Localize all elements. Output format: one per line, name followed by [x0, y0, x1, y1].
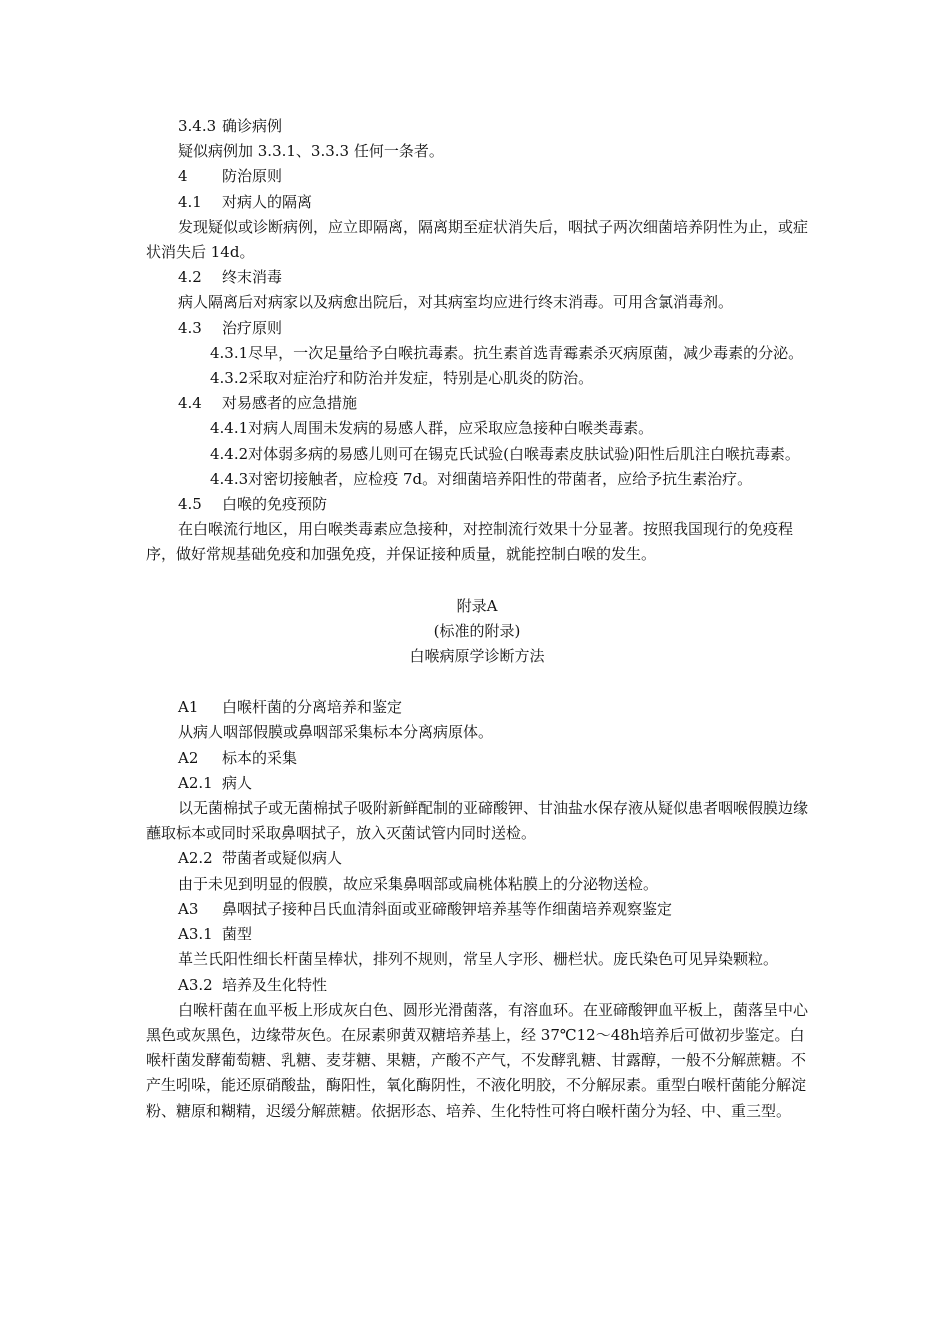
paragraph: 从病人咽部假膜或鼻咽部采集标本分离病原体。: [178, 723, 494, 742]
section-heading: A3 鼻咽拭子接种吕氏血清斜面或亚碲酸钾培养基等作细菌培养观察鉴定: [178, 899, 673, 918]
section-heading: A2 标本的采集: [178, 748, 298, 767]
paragraph: 以无菌棉拭子或无菌棉拭子吸附新鲜配制的亚碲酸钾、甘油盐水保存液从疑似患者咽喉假膜边缘蘸取标本或同时采取鼻咽拭子，放入灭菌试管内同时送检。: [146, 799, 809, 843]
numbered-clause: 4.4.2对体弱多病的易感儿则可在锡克氏试验(白喉毒素皮肤试验)阳性后肌注白喉抗毒素。: [210, 444, 800, 463]
paragraph: 疑似病例加 3.3.1、3.3.3 任何一条者。: [178, 142, 444, 161]
section-heading: A3.2 培养及生化特性: [178, 975, 328, 994]
paragraph: 病人隔离后对病家以及病愈出院后，对其病室均应进行终末消毒。可用含氯消毒剂。: [178, 293, 734, 312]
appendix-title: 白喉病原学诊断方法: [409, 647, 545, 666]
section-heading: A3.1 菌型: [178, 925, 253, 944]
numbered-clause: 4.4.3对密切接触者，应检疫 7d。对细菌培养阳性的带菌者，应给予抗生素治疗。: [210, 469, 753, 488]
section-heading: 4.4 对易感者的应急措施: [178, 394, 358, 413]
section-heading: 4.2 终末消毒: [178, 268, 283, 287]
paragraph: 在白喉流行地区，用白喉类毒素应急接种，对控制流行效果十分显著。按照我国现行的免疫程序，做好常规基础免疫和加强免疫，并保证接种质量，就能控制白喉的发生。: [146, 520, 794, 564]
section-heading: A1 白喉杆菌的分离培养和鉴定: [178, 698, 403, 717]
paragraph: 革兰氏阳性细长杆菌呈棒状，排列不规则，常呈人字形、栅栏状。庞氏染色可见异染颗粒。: [178, 950, 779, 969]
section-heading: 4.1 对病人的隔离: [178, 192, 313, 211]
numbered-clause: 4.3.2采取对症治疗和防治并发症，特别是心肌炎的防治。: [210, 369, 594, 388]
paragraph: 由于未见到明显的假膜，故应采集鼻咽部或扁桃体粘膜上的分泌物送检。: [178, 874, 659, 893]
paragraph: 白喉杆菌在血平板上形成灰白色、圆形光滑菌落，有溶血环。在亚碲酸钾血平板上，菌落呈中心黑色或灰黑色，边缘带灰色。在尿素卵黄双糖培养基上，经 37℃12～48h培养后可做初步鉴定。白喉杆菌发酵葡萄糖、乳糖、麦芽糖、果糖，产酸不产气，不发酵乳糖、甘露醇，一般不分解蔗糖。不产生吲哚，能还原硝酸盐，酶阳性，氧化酶阴性，不液化明胶，不分解尿素。重型白喉杆菌能分解淀粉、糖原和糊精，迟缓分解蔗糖。依据形态、培养、生化特性可将白喉杆菌分为轻、中、重三型。: [146, 1000, 809, 1120]
document-body: [146, 114, 808, 1124]
paragraph: 发现疑似或诊断病例，应立即隔离，隔离期至症状消失后，咽拭子两次细菌培养阴性为止，或症状消失后 14d。: [146, 217, 809, 262]
section-heading: 4.5 白喉的免疫预防: [178, 495, 328, 514]
section-heading: A2.2 带菌者或疑似病人: [178, 849, 343, 868]
section-heading: 4.3 治疗原则: [178, 318, 283, 337]
numbered-clause: 4.4.1对病人周围未发病的易感人群，应采取应急接种白喉类毒素。: [210, 419, 654, 438]
section-heading: A2.1 病人: [178, 773, 253, 792]
numbered-clause: 4.3.1尽早，一次足量给予白喉抗毒素。抗生素首选青霉素杀灭病原菌，减少毒素的分泌。: [210, 343, 804, 362]
appendix-subtitle: (标准的附录): [433, 621, 521, 640]
section-heading: 3.4.3 确诊病例: [178, 117, 283, 135]
section-heading: 4 防治原则: [178, 167, 283, 186]
appendix-label: 附录A: [456, 596, 498, 615]
